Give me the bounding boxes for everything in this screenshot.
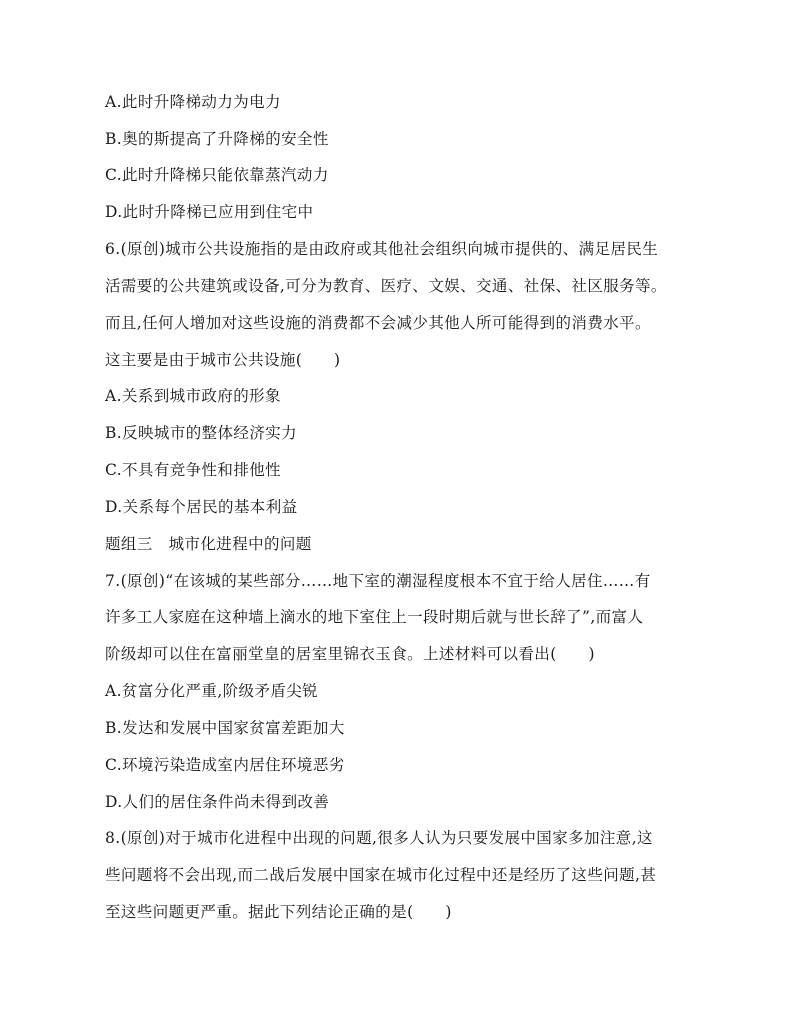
q6-option-d: D.关系每个居民的基本利益: [105, 498, 298, 516]
q5-option-b: B.奥的斯提高了升降梯的安全性: [105, 130, 329, 148]
q7-option-c: C.环境污染造成室内居住环境恶劣: [105, 756, 345, 774]
q5-option-a: A.此时升降梯动力为电力: [105, 93, 281, 111]
q7-option-b: B.发达和发展中国家贫富差距加大: [105, 719, 345, 737]
q6-stem-line-1: 6.(原创)城市公共设施指的是由政府或其他社会组织向城市提供的、满足居民生: [105, 240, 659, 258]
q8-stem-line-1: 8.(原创)对于城市化进程中出现的问题,很多人认为只要发展中国家多加注意,这: [105, 829, 653, 847]
q6-option-c: C.不具有竞争性和排他性: [105, 461, 282, 479]
q6-option-a: A.关系到城市政府的形象: [105, 387, 281, 405]
q5-option-d: D.此时升降梯已应用到住宅中: [105, 203, 314, 221]
q8-stem-line-3: 至这些问题更严重。据此下列结论正确的是( ): [105, 903, 452, 921]
q8-stem-line-2: 些问题将不会出现,而二战后发展中国家在城市化过程中还是经历了这些问题,甚: [105, 866, 657, 884]
q5-option-c: C.此时升降梯只能依靠蒸汽动力: [105, 166, 329, 184]
q6-option-b: B.反映城市的整体经济实力: [105, 424, 298, 442]
q7-option-a: A.贫富分化严重,阶级矛盾尖锐: [105, 682, 319, 700]
q7-stem-line-3: 阶级却可以住在富丽堂皇的居室里锦衣玉食。上述材料可以看出( ): [105, 645, 595, 663]
section-heading: 题组三 城市化进程中的问题: [105, 535, 312, 553]
q6-stem-line-4: 这主要是由于城市公共设施( ): [105, 351, 341, 369]
q6-stem-line-3: 而且,任何人增加对这些设施的消费都不会减少其他人所可能得到的消费水平。: [105, 314, 651, 332]
q7-option-d: D.人们的居住条件尚未得到改善: [105, 793, 330, 811]
q6-stem-line-2: 活需要的公共建筑或设备,可分为教育、医疗、文娱、交通、社保、社区服务等。: [105, 277, 667, 295]
q7-stem-line-1: 7.(原创)“在该城的某些部分……地下室的潮湿程度根本不宜于给人居住……有: [105, 572, 651, 590]
q7-stem-line-2: 许多工人家庭在这种墙上滴水的地下室住上一段时期后就与世长辞了”,而富人: [105, 608, 644, 626]
